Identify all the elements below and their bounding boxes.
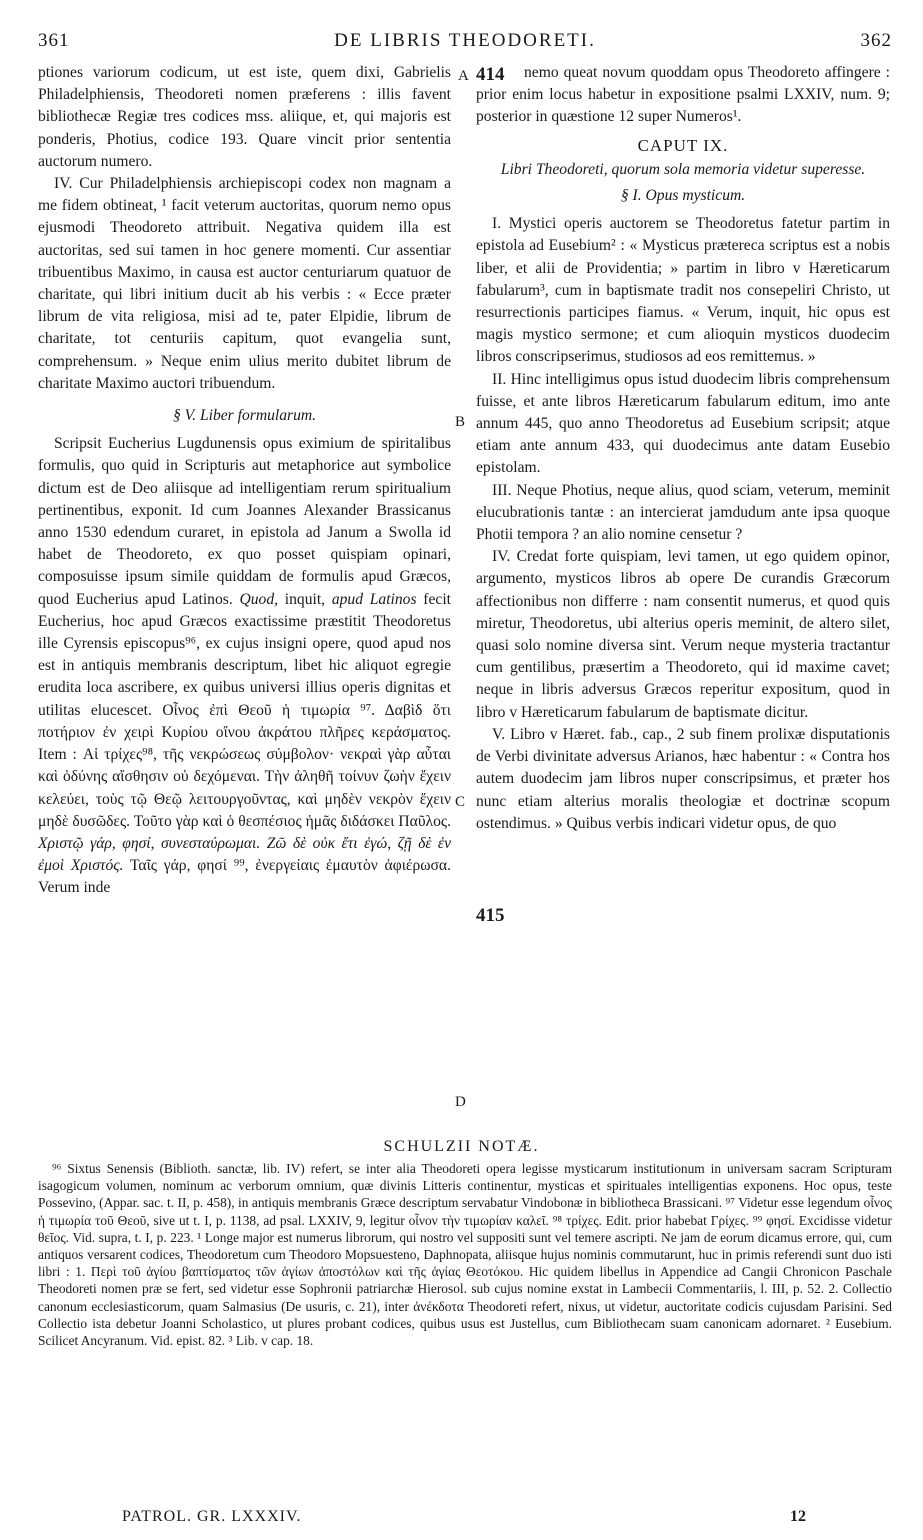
chapter-heading: CAPUT IX. bbox=[637, 135, 729, 155]
notes-heading: SCHULZII NOTÆ. bbox=[383, 1138, 540, 1155]
left-paragraph-3-italic-3: Χριστῷ γάρ, φησί, συνεσταύρωμαι. Ζῶ δὲ οὐκ ἔτι ἐγώ, ζῇ δὲ ἐν ἐμοὶ Χριστός. bbox=[38, 834, 451, 875]
right-paragraph-4: IV. Credat forte quispiam, levi tamen, ut ego quidem opinor, argumento, mysticos libros ab opere De curandis Græcorum affectionibus non differre : nam consentit numerus, et quod quis miretur, Theodoretus, ubi alterius operis meminit, de altero silet, quasi solo nomine diversa sint. Verum neque mysteria tractantur cum gentilibus, præsertim a Theodoreto, qui id maxime cavet; neque in libris adversus Græcos reperitur expositum, quod in libro v Hæreticarum fabularum de baptismate dicitur. bbox=[476, 548, 890, 721]
right-paragraph-1: I. Mystici operis auctorem se Theodoretus fatetur partim in epistola ad Eusebium² : « Mysticus prætereca scriptus est a nobis liber, et alii de Providentia; » partim in libro v Hæreticarum fabularum³, cum in baptismate tradit nos consepeliri Christo, ut resurrectionis participes fiamus. « Verum, inquit, hic opus est magis mystico sermone; et cum alioquin mysticos duodecim libros conscripserimus, studiosos ad eos remittemus. » bbox=[476, 215, 890, 366]
section-heading-opus-mysticum: § I. Opus mysticum. bbox=[620, 187, 746, 205]
gutter-marker-c: C bbox=[455, 794, 466, 810]
footnotes bbox=[38, 1160, 892, 1349]
left-paragraph-3-part-g: Ταῖς γάρ, φησί ⁹⁹, ἐνεργείαις ἐμαυτὸν ἀφιέρωσα. Verum inde bbox=[38, 857, 451, 897]
left-paragraph-3-part-a: Scripsit Eucherius Lugdunensis opus eximium de spiritalibus formulis, quo quid in Scripturis aut metaphorice aut symbolice dictum est de Deo aliisque ad intelligentiam rerum spiritualium pertinentibus, exponit. Id cum Joannes Alexander Brassicanus anno 1530 edendum curaret, in epistola ad Janum a Swolla id habet de Theodoreto, ex quo posset quispiam opinari, composuisse ipsum simile quiddam de formulis apud Græcos, quod Eucherius apud Latinos. bbox=[38, 435, 451, 608]
left-page-number: 361 bbox=[38, 30, 70, 51]
right-paragraph-5: V. Libro v Hæret. fab., cap., 2 sub finem prolixæ disputationis de Verbi divinitate adversus Arianos, hæc habentur : « Contra hos autem duodecim jam libros nuper conscripsimus, et præter hos nunc etiam alterius moralis theologiæ et doctrinæ scopum ostendimus. » Quibus verbis indicari videtur opus, de quo bbox=[476, 725, 890, 832]
gutter-marker-b: B bbox=[455, 414, 466, 430]
left-paragraph-1: ptiones variorum codicum, ut est iste, quem dixi, Gabrielis Philadelphiensis, Theodoreti nomen præferens : illis favent bibliothecæ Regiæ tres codices mss. aliique, et, qui majoris est ponderis, Photius, codice 193. Quare vincit prior sententia auctorum numero. bbox=[38, 64, 451, 170]
left-paragraph-3 bbox=[38, 433, 451, 899]
column-number-414-text: 414 bbox=[476, 64, 505, 85]
left-paragraph-2: IV. Cur Philadelphiensis archiepiscopi codex non magnam a me fidem obtineat, ¹ facit veterum auctoritas, quorum nemo opus ejusmodi Theodoreto attribuit. Negativa quidem illa est auctoritas, sed sui tamen in hoc genere momenti. Cur assentiar tribuentibus Maximo, in causa est auctor centuriarum quatuor de charitate, qui libri initium ducit ab his verbis : « Ecce præter librum de vita religiosa, misi ad te, pater Elpidie, librum de charitate, tot centuriis capitum, quot evangelia sunt, comprehensum. » Neque enim ulius merito dubitet librum de charitate Maximo auctori tribuendum. bbox=[38, 175, 451, 392]
right-page-number: 362 bbox=[860, 30, 892, 51]
left-paragraph-3-italic-2: apud Latinos bbox=[331, 590, 417, 608]
left-paragraph-3-part-c: inquit, bbox=[278, 590, 332, 608]
gutter-marker-d: D bbox=[455, 1094, 466, 1110]
right-paragraph-3: III. Neque Photius, neque alius, quod sciam, veterum, meminit elucubrationis tantæ : an intercierat jamdudum ante ipsa quoque Photii tempora ? an alio nomine censetur ? bbox=[476, 481, 890, 544]
gutter-letter-a: A bbox=[458, 68, 469, 84]
right-paragraph-0: nemo queat novum quoddam opus Theodoreto affingere : prior enim locus habetur in expositione psalmi LXXIV, num. 9; posterior in quæstione 12 super Numeros¹. bbox=[476, 64, 890, 126]
column-number-415 bbox=[476, 905, 505, 927]
footer-signature: PATROL. GR. LXXXIV. bbox=[122, 1508, 302, 1525]
right-paragraph-2: II. Hinc intelligimus opus istud duodecim libris comprehensum fuisse, et ante libros Hæreticarum fabularum editum, imo ante annum 445, quo anno Theodoretus ad Eusebium scripsit; atque etiam ante annum 433, qui duodecimus ante datam Eusebio epistolam. bbox=[476, 370, 890, 477]
running-header bbox=[38, 30, 892, 56]
running-title: DE LIBRIS THEODORETI. bbox=[334, 30, 596, 51]
left-paragraph-3-italic-1: Quod, bbox=[239, 590, 279, 608]
column-number-415-text: 415 bbox=[476, 905, 505, 926]
right-column bbox=[476, 62, 890, 835]
gutter-marker-a bbox=[458, 68, 469, 85]
footer-sheet-number: 12 bbox=[790, 1508, 806, 1525]
section-heading-liber-formularum: § V. Liber formularum. bbox=[172, 407, 317, 425]
page-footer bbox=[38, 1508, 892, 1530]
left-column bbox=[38, 62, 451, 900]
left-paragraph-3-part-e: fecit Eucherius, hoc apud Græcos exactissime præstitit Theodoretus ille Cyrensis episcopus⁹⁶, ex cujus insigni opere, quod apud nos est in antiquis membranis descriptum, libet hic aliquot egregie erudita loca ascribere, ex quibus universi illius operis dignitas et utilitas elucescet. Οἶνος ἐπὶ Θεοῦ ἡ τιμωρία ⁹⁷. Δαβὶδ ὅτι ποτήριον ἐν χειρὶ Κυρίου οἴνου ἀκράτου πλῆρες κεράσματος. Item : Αἱ τρίχες⁹⁸, τῆς νεκρώσεως σύμβολον· νεκραὶ γὰρ αὗται καὶ ὀδύνης αἴσθησιν οὐ δεχόμεναι. Τὴν ἀληθῆ τοίνυν ζωὴν ἔχειν κελεύει, τοὺς τῷ Θεῷ λειτουργοῦντας, καὶ μηδὲν νεκρὸν ἔχειν μηδὲ δυσῶδες. Τοῦτο γὰρ καὶ ὁ θεσπέσιος ἡμᾶς διδάσκει Παῦλος. bbox=[38, 590, 451, 830]
chapter-subtitle: Libri Theodoreti, quorum sola memoria videtur superesse. bbox=[500, 160, 866, 178]
footnotes-text: ⁹⁶ Sixtus Senensis (Biblioth. sanctæ, lib. IV) refert, se inter alia Theodoreti opera legisse mysticarum institutionum in universam sacram Scripturam isagogicum volumen, nominum ac verborum omnium, quæ divinis Litteris continentur, mysticas et spirituales intelligentias exponens. Hoc opus, teste Possevino, (Appar. sac. t. II, p. 458), in antiquis membranis Græce descriptum servabatur Vindobonæ in bibliotheca Brassicani. ⁹⁷ Videtur esse legendum οἶνος ἡ τιμωρία τοῦ Θεοῦ, sive ut t. I, p. 1138, ad psal. LXXIV, 9, legitur οἶνον τὴν τιμωρίαν καλεῖ. ⁹⁸ τρίχες. Edit. prior habebat Γρίχες. ⁹⁹ φησί. Excidisse videtur θεῖος. Vid. supra, t. I, p. 223. ¹ Longe major est numerus librorum, qui nostro vel suppositi sunt vel temere ascripti. Ne jam de eorum dicamus errore, qui, cum antiquos versarent codices, Theodoretum cum Theodoro Mopsuesteno, Daphnopata, aliisque hujus nominis commutarunt, huc in primis referendi sunt duo isti libri : 1. Περὶ τοῦ ἁγίου βαπτίσματος τῶν ἁγίων ἀποστόλων καὶ τῆς ἁγίας Θεοτόκου. Hic quidem libellus in Appendice ad Cangii Chronicon Paschale Theodoreti nomen præ se fert, sed videtur esse Sophronii patriarchæ Hierosol. sub cujus nomine exstat in Lambecii Commentariis, l. III, p. 52. 2. Collectio canonum ecclesiasticorum, quam Salmasius (De usuris, c. 21), inter ἀνέκδοτα Theodoreti refert, nixus, ut videtur, auctoritate codicis cujusdam Parisini. Sed Collectio ista debetur Joanni Scholastico, ut plures probant codices, quibus usus est Justellus, cum Bibliothecam suam canonicam adornaret. ² Eusebium. Scilicet Ancyranum. Vid. epist. 82. ³ Lib. v cap. 18. bbox=[38, 1161, 892, 1349]
